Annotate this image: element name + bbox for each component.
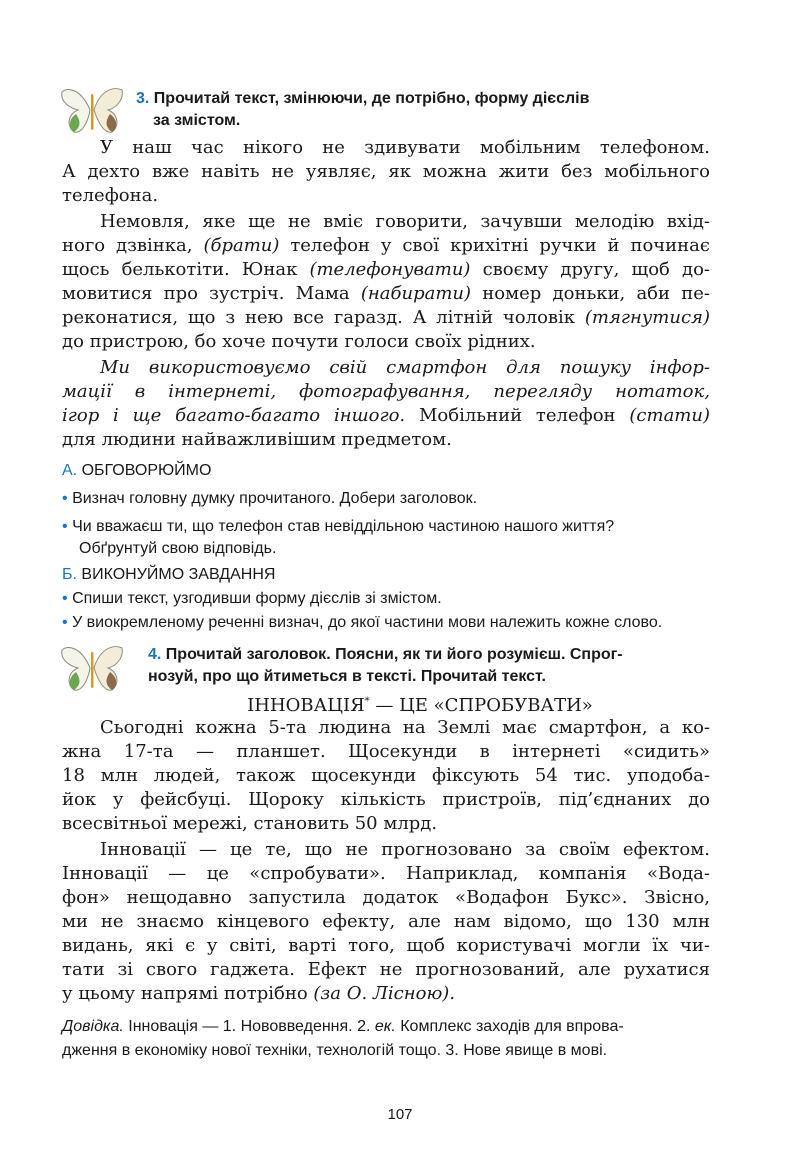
text-line: жна 17-та — планшет. Щосекунди в інтернеті «сидить» — [62, 741, 710, 762]
butterfly-icon — [60, 84, 126, 136]
text-line: йок у фейсбуці. Щороку кількість пристроїв, під’єднаних до — [62, 789, 710, 810]
text-line: тати зі свого гаджета. Ефект не прогнозований, але рухатися — [62, 959, 710, 980]
text-line: щось белькотіти. Юнак (телефонувати) своєму другу, щоб до- — [62, 259, 710, 280]
bullet-item: • Визнач головну думку прочитаного. Добери заголовок. — [62, 490, 478, 507]
section-b-heading: Б. ВИКОНУЙМО ЗАВДАННЯ — [62, 566, 276, 583]
source-citation: (за О. Лісною). — [313, 983, 456, 1004]
text-line: всесвітньої мережі, становить 50 млрд. — [62, 813, 438, 834]
text-line: до пристрою, бо хоче почути голоси своїх рідних. — [62, 331, 536, 352]
text-line: у цьому напрямі потрібно (за О. Лісною). — [62, 983, 456, 1004]
task3-header-line2: за змістом. — [153, 112, 241, 129]
section-a-heading: А. ОБГОВОРЮЙМО — [62, 462, 212, 479]
task3-number: 3. — [136, 90, 150, 107]
text-line: Сьогодні кожна 5-та людина на Землі має смартфон, а ко- — [100, 717, 710, 738]
task4-header-line1: Прочитай заголовок. Поясни, як ти його розумієш. Спрог- — [165, 646, 623, 663]
task4-header-line2: нозуй, про що йтиметься в тексті. Прочитай текст. — [148, 668, 546, 685]
text-line: 18 млн людей, також щосекунди фіксують 54 тис. уподоба- — [62, 765, 710, 786]
bullet-item: • Чи вважаєш ти, що телефон став невіддільною частиною нашого життя? — [62, 518, 615, 535]
task4-number: 4. — [148, 646, 162, 663]
page-number: 107 — [387, 1106, 413, 1123]
text-line: мації в інтернеті, фотографування, перегляду нотаток, — [62, 381, 710, 402]
verb-prompt: (телефонувати) — [309, 259, 471, 280]
text-line: У наш час нікого не здивувати мобільним телефоном. — [100, 137, 710, 158]
text-line: Ми використовуємо свій смартфон для пошуку інфор- — [100, 357, 710, 378]
text-line: телефона. — [62, 185, 159, 206]
text-line: реконатися, що з нею все гаразд. А літній чоловік (тягнутися) — [62, 307, 710, 328]
text-line: фон» нещодавно запустила додаток «Водафон Букс». Звісно, — [62, 887, 710, 908]
verb-prompt: (тягнутися) — [584, 307, 710, 328]
task3-header — [136, 88, 589, 110]
text-line: ігор і ще багато-багато іншого. Мобільний телефон (стати) — [62, 405, 710, 426]
verb-prompt: (брати) — [203, 235, 280, 256]
text-line: Інновації — це «спробувати». Наприклад, компанія «Вода- — [62, 863, 710, 884]
task3-header-line1: Прочитай текст, змінюючи, де потрібно, форму дієслів — [153, 90, 590, 107]
text-line: ми не знаємо кінцевого ефекту, але нам відомо, що 130 млн — [62, 911, 710, 932]
bullet-item: • У виокремленому реченні визнач, до якої частини мови належить кожне слово. — [62, 614, 663, 631]
task4-header — [148, 644, 623, 666]
text-line: ного дзвінка, (брати) телефон у свої крихітні ручки й починає — [62, 235, 710, 256]
text-line: Інновації — це те, що не прогнозовано за своїм ефектом. — [100, 839, 710, 860]
text-line: для людини найважливішим предметом. — [62, 429, 452, 450]
reference-note-line2: дження в економіку нової техніки, технологій тощо. 3. Нове явище в мові. — [62, 1042, 608, 1059]
verb-prompt: (стати) — [629, 405, 710, 426]
butterfly-icon — [60, 642, 126, 694]
reference-note: Довідка. Інновація — 1. Нововведення. 2. ек. Комплекс заходів для впрова- — [62, 1018, 624, 1035]
text-line: мовитися про зустріч. Мама (набирати) номер доньки, аби пе- — [62, 283, 710, 304]
text-line: Немовля, яке ще не вміє говорити, зачувши мелодію вхід- — [100, 211, 710, 232]
bullet-item: • Спиши текст, узгодивши форму дієслів зі змістом. — [62, 590, 442, 607]
text-line: видань, які є у світі, варті того, щоб користувачі могли їх чи- — [62, 935, 710, 956]
text-title: ІННОВАЦІЯ* — ЦЕ «СПРОБУВАТИ» — [247, 695, 593, 716]
verb-prompt: (набирати) — [360, 283, 472, 304]
text-line: А дехто вже навіть не уявляє, як можна жити без мобільного — [62, 161, 710, 182]
bullet-item-cont: Обґрунтуй свою відповідь. — [79, 540, 277, 557]
